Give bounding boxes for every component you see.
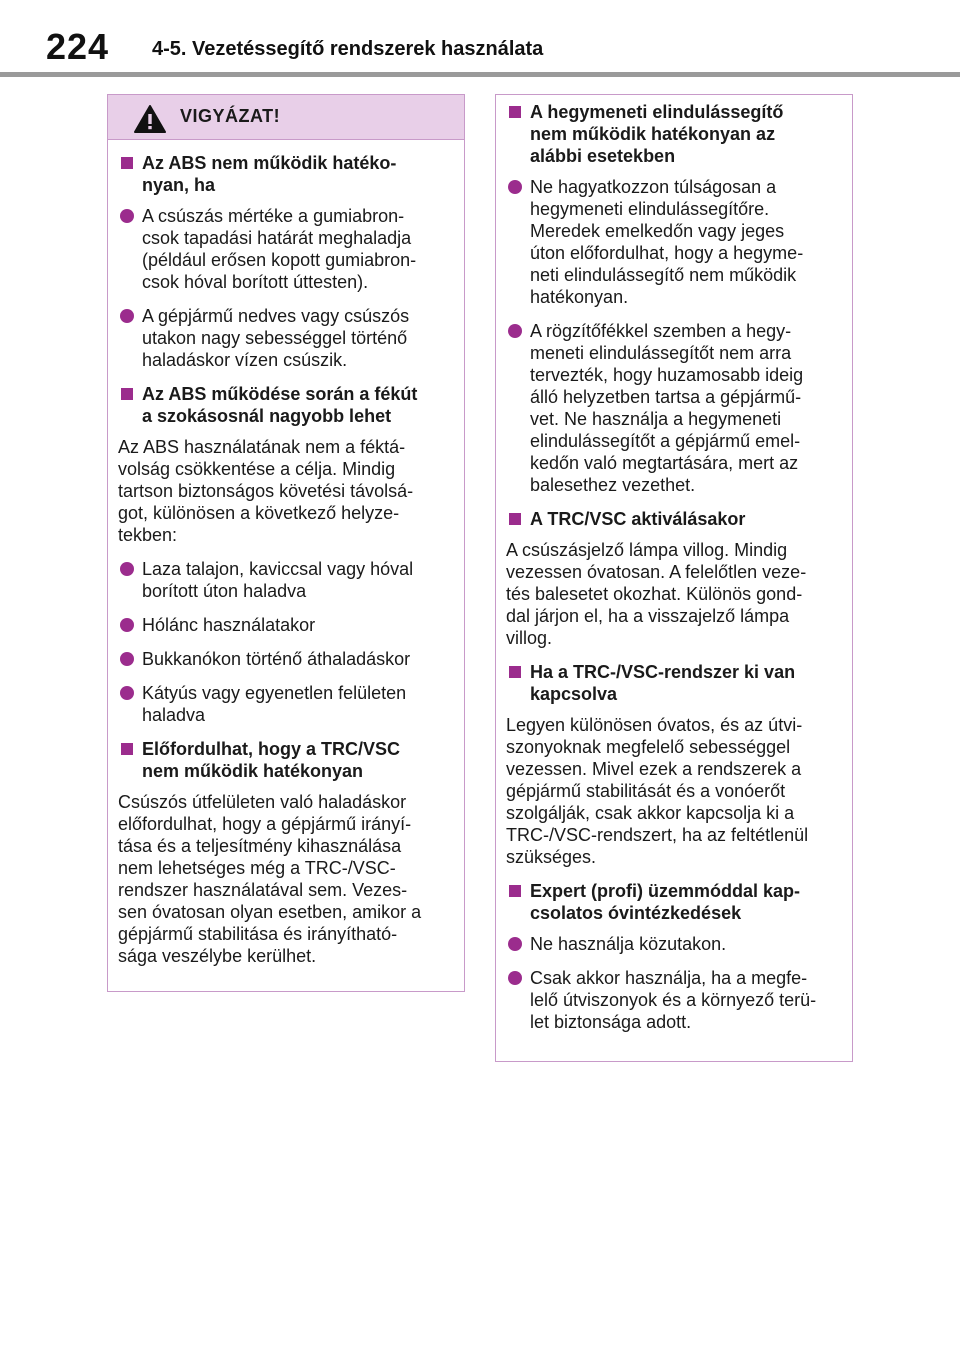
paragraph: A csúszásjelző lámpa villog. Mindig vezessen óvatosan. A felelőtlen veze- tés balesetet okozhat. Különös gond- dal járjon el, ha a visszajelző lámpa villog. bbox=[506, 540, 807, 648]
paragraph: Legyen különösen óvatos, és az útvi- szonyoknak megfelelő sebességgel vezessen. Mivel ezek a rendszerek a gépjármű stabilitását és a vonóerőt szolgálják, csak akkor kapcsolja ki a TRC-/VSC-rendszert, ha az feltétlenül szükséges. bbox=[506, 715, 809, 867]
list-item-text: Kátyús vagy egyenetlen felületen haladva bbox=[142, 683, 407, 725]
page-number: 224 bbox=[46, 26, 110, 67]
heading-text: Ha a TRC-/VSC-rendszer ki van kapcsolva bbox=[530, 662, 796, 704]
list-item-text: Ne hagyatkozzon túlságosan a hegymeneti elindulássegítőre. Meredek emelkedőn vagy jeges úton előfordulhat, hogy a hegyme- neti elindulássegítő nem működik hatékonyan. bbox=[530, 177, 804, 307]
list-item bbox=[506, 933, 840, 955]
circle-bullet-icon bbox=[120, 686, 134, 700]
heading-text: A hegymeneti elindulássegítő nem működik hatékonyan az alábbi esetekben bbox=[530, 102, 784, 166]
list-item bbox=[506, 176, 840, 308]
section-heading bbox=[506, 661, 840, 705]
circle-bullet-icon bbox=[120, 209, 134, 223]
list-item-text: A rögzítőfékkel szemben a hegy- meneti elindulássegítőt nem arra tervezték, hogy huzamosabb ideig álló helyzetben tartsa a gépjármű- vet. Ne használja a hegymeneti elindulássegítőt a gépjármű emel- kedőn való megtartására, mert az balesethez vezethet. bbox=[530, 321, 804, 495]
list-item-text: Hólánc használatakor bbox=[142, 615, 316, 635]
list-item-text: Csak akkor használja, ha a megfe- lelő útviszonyok és a környező terü- let biztonsága adott. bbox=[530, 968, 817, 1032]
square-bullet-icon bbox=[121, 743, 133, 755]
list-item bbox=[118, 682, 452, 726]
page-header bbox=[0, 0, 960, 80]
square-bullet-icon bbox=[509, 513, 521, 525]
list-item bbox=[118, 305, 452, 371]
section-heading bbox=[118, 383, 452, 427]
list-item bbox=[118, 648, 452, 670]
circle-bullet-icon bbox=[508, 937, 522, 951]
warning-title: VIGYÁZAT! bbox=[180, 106, 281, 126]
circle-bullet-icon bbox=[508, 324, 522, 338]
list-item bbox=[506, 967, 840, 1033]
list-item-text: Bukkanókon történő áthaladáskor bbox=[142, 649, 411, 669]
list-item-text: A gépjármű nedves vagy csúszós utakon nagy sebességgel történő haladáskor vízen csúszik. bbox=[142, 306, 410, 370]
heading-text: Előfordulhat, hogy a TRC/VSC nem működik hatékonyan bbox=[142, 739, 401, 781]
circle-bullet-icon bbox=[120, 618, 134, 632]
list-item bbox=[118, 614, 452, 636]
section-title: 4-5. Vezetéssegítő rendszerek használata bbox=[152, 38, 544, 60]
circle-bullet-icon bbox=[120, 562, 134, 576]
section-heading bbox=[506, 101, 840, 167]
circle-bullet-icon bbox=[508, 180, 522, 194]
section-heading bbox=[506, 508, 840, 530]
square-bullet-icon bbox=[121, 388, 133, 400]
heading-text: Expert (profi) üzemmóddal kap- csolatos óvintézkedések bbox=[530, 881, 801, 923]
list-item bbox=[118, 558, 452, 602]
header-divider bbox=[0, 72, 960, 77]
list-item bbox=[506, 320, 840, 496]
section-heading bbox=[506, 880, 840, 924]
circle-bullet-icon bbox=[120, 652, 134, 666]
heading-text: A TRC/VSC aktiválásakor bbox=[530, 509, 746, 529]
warning-box-right bbox=[495, 94, 853, 1062]
warning-content-left bbox=[108, 140, 464, 967]
paragraph: Csúszós útfelületen való haladáskor előfordulhat, hogy a gépjármű irányí- tása és a teljesítmény kihasználása nem lehetséges még a TRC-/VSC- rendszer használatával sem. Vezes- sen óvatosan olyan esetben, amikor a gépjármű stabilitása és irányítható- sága veszélybe kerülhet. bbox=[118, 792, 422, 966]
section-heading bbox=[118, 152, 452, 196]
list-item-text: A csúszás mértéke a gumiabron- csok tapadási határát meghaladja (például erősen kopott gumiabron- csok hóval borított úttesten). bbox=[142, 206, 417, 292]
square-bullet-icon bbox=[509, 666, 521, 678]
square-bullet-icon bbox=[509, 106, 521, 118]
list-item-text: Laza talajon, kaviccsal vagy hóval borított úton haladva bbox=[142, 559, 414, 601]
circle-bullet-icon bbox=[120, 309, 134, 323]
square-bullet-icon bbox=[121, 157, 133, 169]
square-bullet-icon bbox=[509, 885, 521, 897]
heading-text: Az ABS nem működik hatéko- nyan, ha bbox=[142, 153, 397, 195]
warning-box-left bbox=[107, 94, 465, 992]
heading-text: Az ABS működése során a fékút a szokásosnál nagyobb lehet bbox=[142, 384, 418, 426]
warning-triangle-icon bbox=[133, 104, 167, 134]
section-heading bbox=[118, 738, 452, 782]
list-item-text: Ne használja közutakon. bbox=[530, 934, 727, 954]
paragraph: Az ABS használatának nem a féktá- volság csökkentése a célja. Mindig tartson biztonságos követési távolsá- got, különösen a következő helyze- tekben: bbox=[118, 437, 414, 545]
circle-bullet-icon bbox=[508, 971, 522, 985]
list-item bbox=[118, 205, 452, 293]
warning-header bbox=[108, 95, 464, 140]
warning-content-right bbox=[496, 95, 852, 1033]
